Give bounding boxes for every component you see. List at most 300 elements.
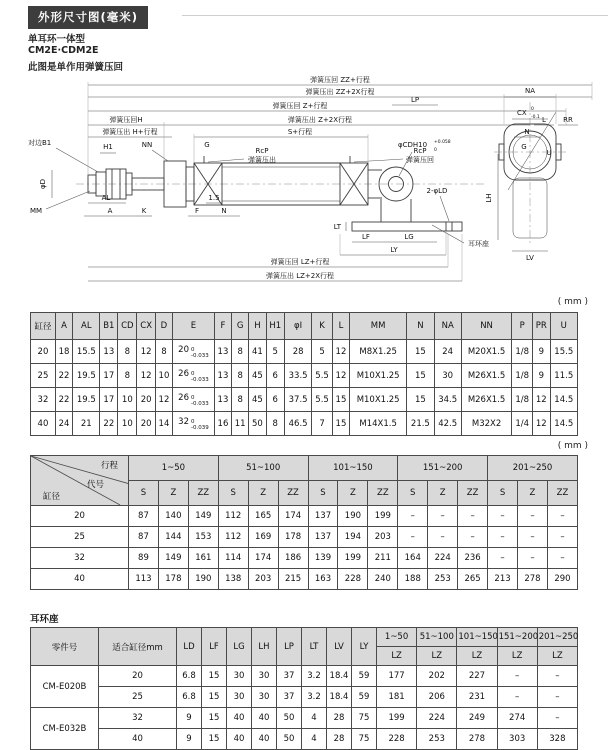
table-cell: 9	[177, 729, 202, 750]
table-cell: 15	[332, 388, 349, 412]
table-cell: 274	[497, 708, 537, 729]
table-cell: 42.5	[434, 412, 461, 436]
table-cell: 1/4	[512, 412, 533, 436]
table-cell: 40	[227, 708, 252, 729]
table-cell: 59	[352, 666, 377, 687]
table-cell: 16	[214, 412, 231, 436]
table-cell: 199	[377, 708, 417, 729]
table-cell: 188	[398, 569, 428, 590]
column-header: LD	[177, 628, 202, 666]
table-cell: 199	[368, 506, 398, 527]
table-cell: –	[428, 506, 458, 527]
table-cell: –	[458, 527, 488, 548]
column-header: 1~50	[129, 456, 219, 481]
table-cell: 11	[232, 412, 249, 436]
column-header: H1	[266, 313, 284, 340]
column-header: ZZ	[278, 481, 308, 506]
table-cell: 3.2	[302, 687, 327, 708]
table-row	[31, 388, 578, 412]
table-cell: M10X1.25	[350, 388, 407, 412]
dims-table-head-row	[31, 313, 578, 340]
table-cell: 15	[202, 708, 227, 729]
bracket-table-row1	[31, 628, 578, 647]
table-cell: 144	[158, 527, 188, 548]
table-cell: 18.4	[327, 666, 352, 687]
table-cell: 190	[188, 569, 218, 590]
cd-tolerance-upper: +0.058	[434, 140, 451, 145]
table-cell: 231	[457, 687, 497, 708]
dims-table-body	[31, 340, 578, 436]
table-cell: 203	[248, 569, 278, 590]
table-cell: 34.5	[434, 388, 461, 412]
table-cell: 40	[99, 729, 177, 750]
column-header: S	[488, 481, 518, 506]
dim-label-1-5: 1.5	[208, 194, 220, 202]
table-cell: 224	[428, 548, 458, 569]
table-cell: 9	[533, 364, 550, 388]
table-cell: 149	[158, 548, 188, 569]
table-cell: –	[517, 506, 547, 527]
table-cell: 19.5	[73, 364, 100, 388]
table-cell: M26X1.5	[461, 388, 511, 412]
port-label-rcp-front: RcP	[255, 147, 269, 155]
column-header: LZ	[457, 647, 497, 666]
cd-tolerance-lower: 0	[434, 148, 437, 153]
table-cell: 24	[55, 412, 72, 436]
table-cell: 22	[55, 388, 72, 412]
table-cell: 199	[338, 548, 368, 569]
table-cell: 40	[227, 729, 252, 750]
table-cell: 12	[332, 364, 349, 388]
dim-label-g-left: G	[204, 141, 210, 149]
table-cell: 3.2	[302, 666, 327, 687]
column-header: Z	[158, 481, 188, 506]
column-header: Z	[428, 481, 458, 506]
table-cell: 4	[302, 729, 327, 750]
column-header: G	[232, 313, 249, 340]
table-cell: 15.5	[550, 340, 577, 364]
table-cell: M14X1.5	[350, 412, 407, 436]
column-header: AL	[73, 313, 100, 340]
table-cell: M8X1.25	[350, 340, 407, 364]
table-cell: 8	[232, 340, 249, 364]
bracket-table-label: 耳环座	[30, 614, 59, 625]
table-cell: 177	[377, 666, 417, 687]
column-header: ZZ	[188, 481, 218, 506]
table-cell: 202	[417, 666, 457, 687]
table-cell: 18	[55, 340, 72, 364]
table-cell: 13	[214, 340, 231, 364]
table-cell: 224	[417, 708, 457, 729]
table-cell: 5.5	[312, 364, 333, 388]
table-cell: 206	[417, 687, 457, 708]
table-cell: 15	[202, 687, 227, 708]
table-cell: –	[547, 506, 577, 527]
column-header: 101~150	[308, 456, 398, 481]
table-cell: 18.4	[327, 687, 352, 708]
table-cell: 138	[218, 569, 248, 590]
table-cell: 278	[517, 569, 547, 590]
column-header: LT	[302, 628, 327, 666]
table-cell: 165	[248, 506, 278, 527]
table-cell: –	[488, 506, 518, 527]
table-cell: 203	[368, 527, 398, 548]
column-header: LG	[227, 628, 252, 666]
table-cell: 33.5	[284, 364, 311, 388]
stroke-table-ranges-row	[31, 456, 578, 481]
column-header: Z	[517, 481, 547, 506]
stroke-table-corner	[31, 456, 129, 506]
table-cell: 25	[31, 364, 56, 388]
table-cell: M20X1.5	[461, 340, 511, 364]
table-cell: 24	[434, 340, 461, 364]
dim-label-lg: LG	[404, 233, 414, 241]
table-cell: 181	[377, 687, 417, 708]
intro-line-model: CM2E·CDM2E	[28, 45, 99, 56]
unit-note-table1: ( mm )	[557, 297, 588, 307]
column-header: 1~50	[377, 628, 417, 647]
table-cell: 328	[537, 729, 577, 750]
dim-label-ld-holes: 2-φLD	[426, 187, 448, 195]
column-header: 151~200	[497, 628, 537, 647]
table-cell: 8	[118, 364, 137, 388]
column-header: L	[332, 313, 349, 340]
cx-tolerance-lower: -0.1	[531, 115, 540, 120]
section-title: 外形尺寸图(毫米)	[28, 6, 148, 29]
dimension-labels	[28, 75, 573, 280]
table-cell: 14.5	[550, 412, 577, 436]
table-cell: 8	[232, 364, 249, 388]
table-row	[31, 506, 578, 527]
table-cell: –	[398, 506, 428, 527]
table-cell: 37.5	[284, 388, 311, 412]
table-cell: 15	[407, 340, 434, 364]
corner-label-bore: 缸径	[43, 492, 61, 502]
table-cell: 178	[158, 569, 188, 590]
table-row	[31, 412, 578, 436]
table-cell: 5	[312, 340, 333, 364]
table-cell: 40	[31, 569, 129, 590]
table-cell: 153	[188, 527, 218, 548]
table-cell: –	[547, 527, 577, 548]
table-cell: 8	[118, 340, 137, 364]
table-cell: 139	[308, 548, 338, 569]
table-cell: 21	[73, 412, 100, 436]
column-header: N	[407, 313, 434, 340]
part-number-cell: CM-E032B	[31, 708, 99, 750]
dim-label-rod-diameter: φD	[39, 178, 47, 190]
column-header: ZZ	[547, 481, 577, 506]
column-header: ZZ	[368, 481, 398, 506]
table-cell: 28	[327, 729, 352, 750]
cylinder-outline-svg	[0, 72, 608, 296]
table-cell: 6.8	[177, 666, 202, 687]
table-cell: –	[517, 527, 547, 548]
table-cell: 20	[31, 340, 56, 364]
column-header: LV	[327, 628, 352, 666]
table-cell: 20	[137, 388, 155, 412]
dim-label-n-right: N	[524, 128, 530, 136]
column-header: 缸径	[31, 313, 56, 340]
column-header: H	[249, 313, 266, 340]
table-cell: 21.5	[407, 412, 434, 436]
table-cell: 178	[278, 527, 308, 548]
table-cell: 28	[284, 340, 311, 364]
dimension-drawing	[0, 72, 608, 296]
table-cell: 25	[31, 527, 129, 548]
table-cell: –	[547, 548, 577, 569]
table-cell: 149	[188, 506, 218, 527]
dim-label-al: AL	[101, 194, 111, 202]
table-cell: 40	[252, 729, 277, 750]
column-header: K	[312, 313, 333, 340]
table-row	[31, 687, 578, 708]
table-cell: M26X1.5	[461, 364, 511, 388]
table-cell: 15	[202, 666, 227, 687]
unit-note-table2: ( mm )	[557, 441, 588, 451]
port-label-rcp-rear: RcP	[413, 147, 427, 155]
corner-label-stroke: 行程	[100, 461, 118, 471]
table-cell: 137	[308, 506, 338, 527]
table-cell: 40	[252, 708, 277, 729]
table-cell: 4	[302, 708, 327, 729]
table-cell: 12	[155, 388, 172, 412]
table-cell: –	[398, 527, 428, 548]
dim-label-lh: LH	[485, 193, 493, 203]
table-cell: 37	[277, 666, 302, 687]
table-cell: 30	[227, 666, 252, 687]
table-cell: 240	[368, 569, 398, 590]
table-cell: 169	[248, 527, 278, 548]
table-cell: 32 0 -0.039	[173, 412, 215, 436]
column-header: LF	[202, 628, 227, 666]
table-cell: 10	[118, 388, 137, 412]
port-label-return: 弹簧压回	[406, 156, 434, 164]
table-cell: –	[537, 687, 577, 708]
table-cell: –	[488, 527, 518, 548]
table-cell: 8	[232, 388, 249, 412]
table-cell: 20 0 -0.033	[173, 340, 215, 364]
column-header: CD	[118, 313, 137, 340]
table-cell: 87	[129, 527, 159, 548]
column-header: Z	[338, 481, 368, 506]
callout-clevis-bracket: 耳环座	[468, 240, 489, 248]
column-header: 51~100	[218, 456, 308, 481]
table-cell: 13	[214, 388, 231, 412]
table-cell: 112	[218, 506, 248, 527]
table-cell: 1/8	[512, 388, 533, 412]
table-cell: 14	[155, 412, 172, 436]
column-header: 151~200	[398, 456, 488, 481]
table-cell: –	[497, 687, 537, 708]
table-cell: 10	[118, 412, 137, 436]
table-cell: 20	[99, 666, 177, 687]
table-cell: 17	[100, 364, 118, 388]
dim-label-nn: NN	[141, 141, 153, 149]
table-cell: 290	[547, 569, 577, 590]
dim-label-h1: H1	[103, 143, 113, 151]
table-cell: 10	[155, 364, 172, 388]
table-cell: 140	[158, 506, 188, 527]
dim-label-l: L	[542, 116, 546, 124]
table-cell: 6	[266, 364, 284, 388]
dim-label-k: K	[141, 207, 147, 215]
table-cell: 40	[31, 412, 56, 436]
intro-line-type: 单耳环一体型	[28, 34, 86, 45]
table-cell: 45	[249, 388, 266, 412]
table-cell: 249	[457, 708, 497, 729]
column-header: LZ	[537, 647, 577, 666]
table-cell: 9	[177, 708, 202, 729]
dim-label-rr: RR	[563, 116, 573, 124]
dim-label-mm-thread: MM	[30, 207, 43, 215]
table-row	[31, 708, 578, 729]
table-cell: 30	[252, 666, 277, 687]
dim-label-lf: LF	[362, 233, 370, 241]
dim-label-h-return: 弹簧压回H	[109, 116, 143, 124]
table-cell: 32	[31, 548, 129, 569]
table-row	[31, 666, 578, 687]
table-cell: 50	[277, 729, 302, 750]
column-header: NN	[461, 313, 511, 340]
column-header: F	[214, 313, 231, 340]
column-header: Z	[248, 481, 278, 506]
table-cell: 28	[327, 708, 352, 729]
table-cell: 228	[377, 729, 417, 750]
table-cell: 15	[202, 729, 227, 750]
table-cell: 113	[129, 569, 159, 590]
title-rule	[182, 15, 608, 16]
table-row	[31, 364, 578, 388]
column-header: B1	[100, 313, 118, 340]
dim-label-a: A	[107, 207, 113, 215]
table-cell: 22	[55, 364, 72, 388]
table-cell: 253	[417, 729, 457, 750]
dim-label-b1-flats: 对边B1	[28, 139, 52, 147]
dim-label-lz-return: 弹簧压回 LZ+行程	[270, 258, 330, 266]
column-header: 51~100	[417, 628, 457, 647]
dim-label-f: F	[194, 207, 200, 215]
dim-label-u: U	[546, 149, 552, 157]
table-cell: 37	[277, 687, 302, 708]
table-cell: 89	[129, 548, 159, 569]
table-cell: 30	[252, 687, 277, 708]
table-cell: –	[458, 506, 488, 527]
table-cell: 75	[352, 708, 377, 729]
table-cell: 14.5	[550, 388, 577, 412]
column-header: S	[218, 481, 248, 506]
dim-label-zz-return: 弹簧压回 ZZ+行程	[310, 76, 370, 84]
table-cell: 215	[278, 569, 308, 590]
column-header: S	[308, 481, 338, 506]
table-cell: 45	[249, 364, 266, 388]
dim-label-zz-extend: 弹簧压出 ZZ+2X行程	[305, 88, 375, 96]
table-cell: 46.5	[284, 412, 311, 436]
dim-label-lv: LV	[526, 254, 534, 262]
table-row	[31, 548, 578, 569]
dim-label-lz-extend: 弹簧压出 LZ+2X行程	[265, 272, 335, 280]
table-cell: 30	[227, 687, 252, 708]
table-cell: 6	[266, 388, 284, 412]
dim-label-n-bottom: N	[221, 207, 227, 215]
column-header: 201~250	[488, 456, 578, 481]
column-header: 零件号	[31, 628, 99, 666]
table-cell: 303	[497, 729, 537, 750]
table-cell: 7	[312, 412, 333, 436]
column-header: PR	[533, 313, 550, 340]
column-header: A	[55, 313, 72, 340]
table-cell: –	[517, 548, 547, 569]
dim-label-lt: LT	[333, 223, 341, 231]
table-cell: 30	[434, 364, 461, 388]
stroke-table	[30, 455, 578, 590]
table-cell: 75	[352, 729, 377, 750]
bracket-table-wrap	[30, 627, 578, 750]
table-cell: 15	[332, 412, 349, 436]
table-row	[31, 527, 578, 548]
table-cell: 174	[248, 548, 278, 569]
table-cell: 15	[407, 388, 434, 412]
table-cell: 194	[338, 527, 368, 548]
column-header: D	[155, 313, 172, 340]
column-header: LY	[352, 628, 377, 666]
table-cell: 12	[137, 340, 155, 364]
table-row	[31, 569, 578, 590]
column-header: P	[512, 313, 533, 340]
column-header: LZ	[497, 647, 537, 666]
column-header: NA	[434, 313, 461, 340]
column-header: LP	[277, 628, 302, 666]
table-cell: 50	[249, 412, 266, 436]
stroke-table-wrap	[30, 455, 578, 590]
dim-label-lp: LP	[410, 96, 420, 104]
table-cell: 12	[533, 412, 550, 436]
bracket-table	[30, 627, 578, 750]
table-cell: 137	[308, 527, 338, 548]
dimension-lines	[46, 82, 592, 281]
table-cell: 8	[266, 412, 284, 436]
table-cell: 211	[368, 548, 398, 569]
dim-label-ly: LY	[390, 246, 398, 254]
table-cell: 112	[218, 527, 248, 548]
table-cell: 265	[458, 569, 488, 590]
column-header: φI	[284, 313, 311, 340]
table-cell: 11.5	[550, 364, 577, 388]
column-header: ZZ	[458, 481, 488, 506]
table-cell: 12	[137, 364, 155, 388]
column-header: 201~250	[537, 628, 577, 647]
table-cell: 19.5	[73, 388, 100, 412]
table-cell: 163	[308, 569, 338, 590]
table-cell: 6.8	[177, 687, 202, 708]
table-cell: 9	[533, 340, 550, 364]
table-cell: –	[537, 708, 577, 729]
column-header: 适合缸径mm	[99, 628, 177, 666]
dim-label-z-return: 弹簧压回 Z+行程	[272, 102, 328, 110]
table-cell: 161	[188, 548, 218, 569]
table-cell: 213	[488, 569, 518, 590]
table-cell: 190	[338, 506, 368, 527]
table-cell: 227	[457, 666, 497, 687]
table-cell: 278	[457, 729, 497, 750]
column-header: U	[550, 313, 577, 340]
table-cell: –	[488, 548, 518, 569]
table-cell: 50	[277, 708, 302, 729]
column-header: E	[173, 313, 215, 340]
dim-label-g-right: G	[521, 143, 527, 151]
table-cell: 1/8	[512, 340, 533, 364]
dim-label-z-extend: 弹簧压出 Z+2X行程	[287, 116, 353, 124]
